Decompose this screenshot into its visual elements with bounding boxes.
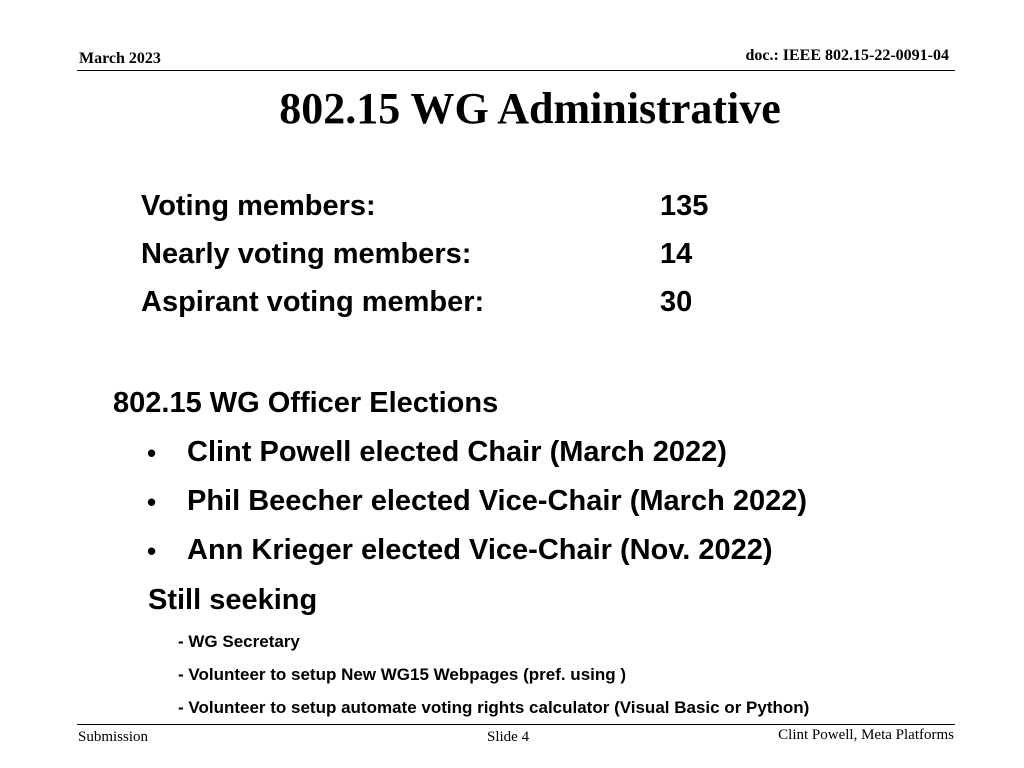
election-item: Clint Powell elected Chair (March 2022) [187, 436, 727, 468]
aspirant-voting-member-value: 30 [660, 286, 693, 318]
header-date: March 2023 [79, 50, 161, 67]
bullet-icon: • [147, 536, 157, 566]
bullet-icon: • [147, 487, 157, 517]
footer-submission: Submission [78, 729, 149, 745]
footer-rule [77, 724, 955, 725]
election-item: Phil Beecher elected Vice-Chair (March 2022) [187, 485, 808, 517]
still-seeking-heading: Still seeking [148, 584, 318, 616]
seeking-item: - WG Secretary [178, 632, 300, 651]
election-item: Ann Krieger elected Vice-Chair (Nov. 2022) [187, 534, 773, 566]
header-rule [77, 70, 955, 71]
seeking-item: - Volunteer to setup New WG15 Webpages (pref. using ) [178, 665, 627, 684]
header-doc-id: doc.: IEEE 802.15-22-0091-04 [745, 47, 949, 64]
footer-author: Clint Powell, Meta Platforms [778, 727, 954, 743]
aspirant-voting-member-label: Aspirant voting member: [141, 286, 485, 318]
seeking-item: - Volunteer to setup automate voting rights calculator (Visual Basic or Python) [178, 698, 810, 717]
bullet-icon: • [147, 438, 157, 468]
voting-members-label: Voting members: [141, 190, 376, 222]
voting-members-value: 135 [660, 190, 709, 222]
footer-slide-number: Slide 4 [487, 729, 530, 745]
nearly-voting-members-value: 14 [660, 238, 693, 270]
officer-elections-heading: 802.15 WG Officer Elections [113, 387, 499, 419]
slide-title: 802.15 WG Administrative [279, 84, 781, 133]
nearly-voting-members-label: Nearly voting members: [141, 238, 472, 270]
